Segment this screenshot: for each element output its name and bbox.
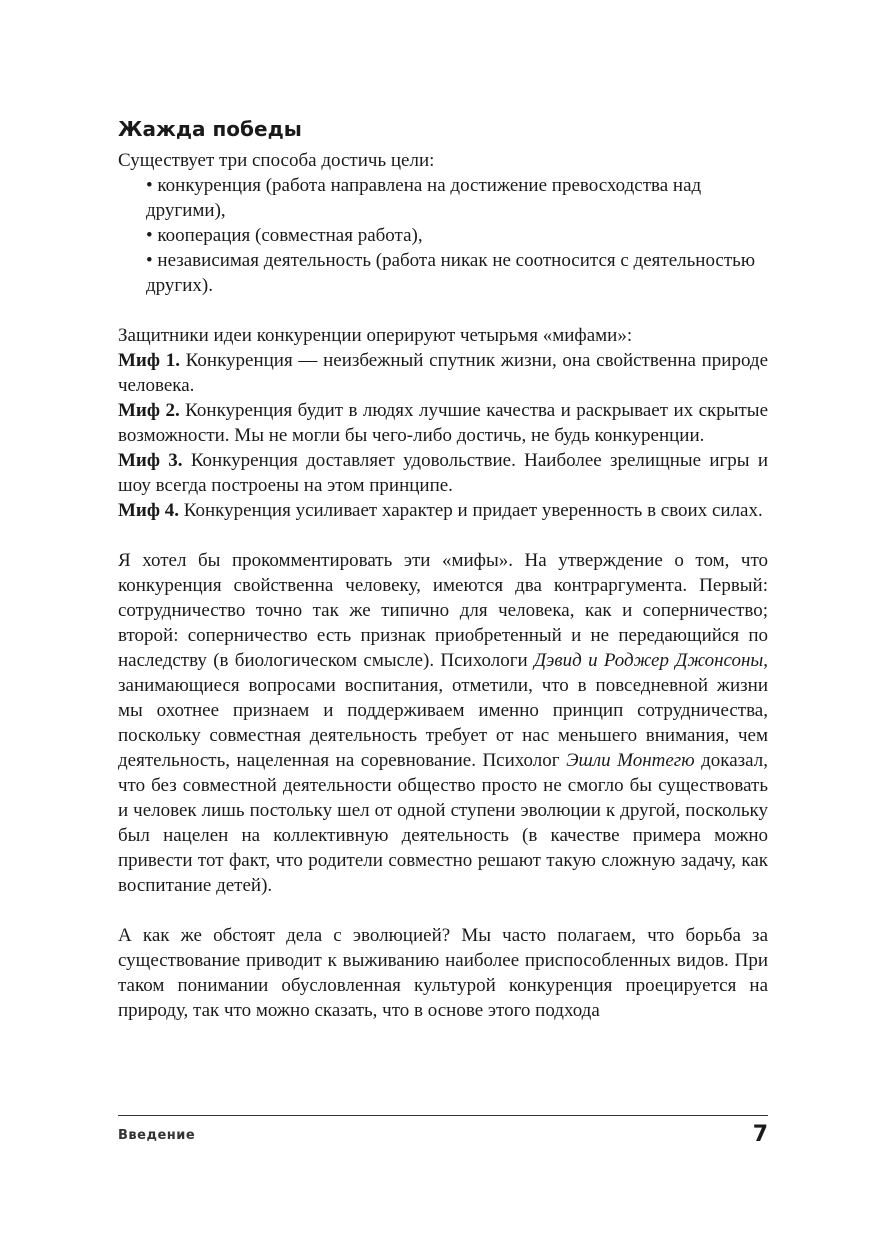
myth-2 [118,398,768,448]
myth-text: Конкуренция усиливает характер и придает уверенность в своих силах. [179,500,763,521]
paragraph-evolution: А как же обстоят дела с эволюцией? Мы часто полагаем, что борьба за существование приводит к выживанию наиболее приспособленных видов. При таком понимании обусловленная культурой конкуренция проецируется на природу, так что можно сказать, что в основе этого подхода [118,925,768,1021]
page-body [118,114,768,1023]
myth-3 [118,448,768,498]
bullet-item: • конкуренция (работа направлена на достижение превосходства над другими), [146,175,702,221]
page-number: 7 [752,1122,768,1147]
text-run: , занимающиеся вопросами воспитания, отметили, что в повседневной жизни мы охотнее признаем и поддерживаем именно принцип сотрудничества, поскольку совместная деятельность требует от нас меньшего внимания, чем деятельность, нацеленная на соревнование. Психолог [118,650,768,771]
intro-text: Существует три способа достичь цели: [118,150,435,171]
myth-1 [118,348,768,398]
bullet-item: • независимая деятельность (работа никак не соотносится с деятельностью других). [146,250,756,296]
paragraph-commentary [118,548,768,898]
myth-text: Конкуренция будит в людях лучшие качества и раскрывает их скрытые возможности. Мы не могли бы чего-либо достичь, не будь конкуренции. [118,400,768,446]
myth-4 [118,498,768,523]
text-run: доказал, что без совместной деятельности общество просто не смогло бы существовать и человек лишь постольку шел от одной ступени эволюции к другой, поскольку был нацелен на коллективную деятельность (в качестве примера можно привести тот факт, что родители совместно решают такую сложную задачу, как воспитание детей). [118,750,768,896]
myths-intro: Защитники идеи конкуренции оперируют четырьмя «мифами»: [118,325,633,346]
myth-text: Конкуренция — неизбежный спутник жизни, она свойственна природе человека. [118,350,769,396]
myth-label: Миф 3. [118,450,183,471]
myth-text: Конкуренция доставляет удовольствие. Наиболее зрелищные игры и шоу всегда построены на этом принципе. [118,450,768,496]
text-run: Я хотел бы прокомментировать эти «мифы». На утверждение о том, что конкуренция свойственна человеку, имеются два контраргумента. Первый: сотрудничество точно так же типично для человека, как и соперничество; второй: соперничество есть признак приобретенный и не передающийся по наследству (в биологическом смысле). Психологи [118,550,768,671]
myth-label: Миф 1. [118,350,180,371]
section-heading: Жажда победы [118,117,302,141]
bullet-item: • кооперация (совместная работа), [146,225,423,246]
footer-rule [118,1115,768,1116]
footer-section-label: Введение [118,1128,196,1143]
italic-name: Дэвид и Роджер Джонсоны [533,650,764,671]
italic-name: Эшли Монтегю [566,750,695,771]
myth-label: Миф 2. [118,400,180,421]
myth-label: Миф 4. [118,500,180,521]
